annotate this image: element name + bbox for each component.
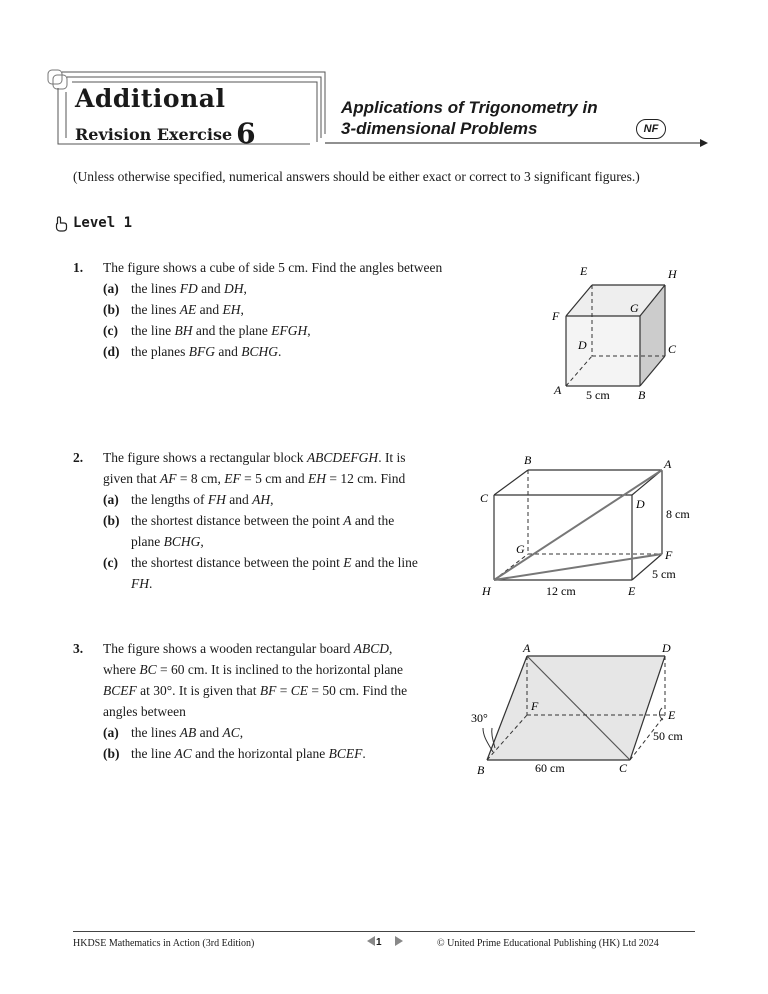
pointing-hand-icon (54, 216, 68, 232)
page-number-arrows-icon (365, 934, 405, 948)
question-3: 3. The figure shows a wooden rectangular board ABCD, where BC = 60 cm. It is inclined to the horizontal plane BCEF at 30°. It is given that BF = CE = 50 cm. Find the angles between (a) the lines AB and AC, (b) the line AC and the horizontal plane BCEF. (73, 638, 407, 764)
vertex-label: F (531, 699, 539, 713)
header-subtitle (75, 117, 256, 150)
vertex-label: G (516, 542, 525, 556)
length-label: 50 cm (653, 729, 683, 743)
exercise-number: 6 (236, 117, 256, 150)
topic-title (341, 97, 598, 139)
length-label: 5 cm (652, 567, 676, 581)
vertex-label: A (664, 457, 672, 471)
level-heading: Level 1 (73, 215, 133, 231)
q1-part-c: (c) the line BH and the plane EFGH, (103, 323, 311, 338)
header-title: Additional (75, 84, 226, 113)
vertex-label: A (554, 383, 562, 397)
length-label: 8 cm (666, 507, 690, 521)
vertex-label: B (638, 388, 646, 402)
vertex-label: B (524, 453, 532, 467)
footer-book-title: HKDSE Mathematics in Action (3rd Edition) (73, 938, 255, 949)
footer-copyright: © United Prime Educational Publishing (HK) Ltd 2024 (437, 938, 659, 949)
rounding-note: (Unless otherwise specified, numerical answers should be either exact or correct to 3 significant figures.) (73, 169, 640, 184)
question-2: 2. The figure shows a rectangular block ABCDEFGH. It is given that AF = 8 cm, EF = 5 cm and EH = 12 cm. Find (a) the lengths of FH and AH, (b) the shortest distance between the point A and the plane BCHG, (c) the shortest distance between the point E and the line FH. (73, 447, 418, 594)
vertex-label: F (552, 309, 560, 323)
q1-part-b: (b) the lines AE and EH, (103, 302, 244, 317)
cube-figure (540, 258, 700, 408)
question-number: 2. (73, 450, 84, 465)
question-number: 3. (73, 641, 84, 656)
revision-exercise-label: Revision Exercise (75, 125, 233, 144)
side-length-label: 5 cm (586, 388, 610, 402)
inclined-board-figure (465, 640, 705, 780)
vertex-label: A (523, 641, 531, 655)
angle-label: 30° (471, 711, 488, 725)
vertex-label: C (668, 342, 677, 356)
vertex-label: E (580, 264, 588, 278)
vertex-label: D (662, 641, 671, 655)
q3-part-a: (a) the lines AB and AC, (103, 725, 244, 740)
topic-line-2: 3-dimensional Problems (341, 119, 538, 138)
vertex-label: H (482, 584, 491, 598)
length-label: 60 cm (535, 761, 565, 775)
vertex-label: E (668, 708, 676, 722)
length-label: 12 cm (546, 584, 576, 598)
vertex-label: D (636, 497, 645, 511)
vertex-label: H (668, 267, 677, 281)
question-number: 1. (73, 260, 84, 275)
page-number: 1 (376, 937, 382, 948)
vertex-label: C (480, 491, 489, 505)
footer-rule (73, 931, 695, 932)
q2-part-c: (c) the shortest distance between the point E and the line (103, 555, 418, 570)
vertex-label: C (619, 761, 628, 775)
topic-line-1: Applications of Trigonometry in (341, 98, 598, 117)
vertex-label: E (628, 584, 636, 598)
vertex-label: G (630, 301, 639, 315)
nf-badge: NF (636, 119, 666, 139)
q1-part-a: (a) the lines FD and DH, (103, 281, 247, 296)
vertex-label: B (477, 763, 485, 777)
q2-part-b: (b) the shortest distance between the point A and the (103, 513, 395, 528)
question-1 (73, 257, 442, 362)
q3-part-b: (b) the line AC and the horizontal plane BCEF. (103, 746, 366, 761)
q2-part-a: (a) the lengths of FH and AH, (103, 492, 274, 507)
vertex-label: D (578, 338, 587, 352)
question-text: The figure shows a cube of side 5 cm. Find the angles between (103, 260, 443, 275)
q1-part-d: (d) the planes BFG and BCHG. (103, 344, 282, 359)
vertex-label: F (665, 548, 673, 562)
rectangular-block-figure (472, 452, 704, 602)
